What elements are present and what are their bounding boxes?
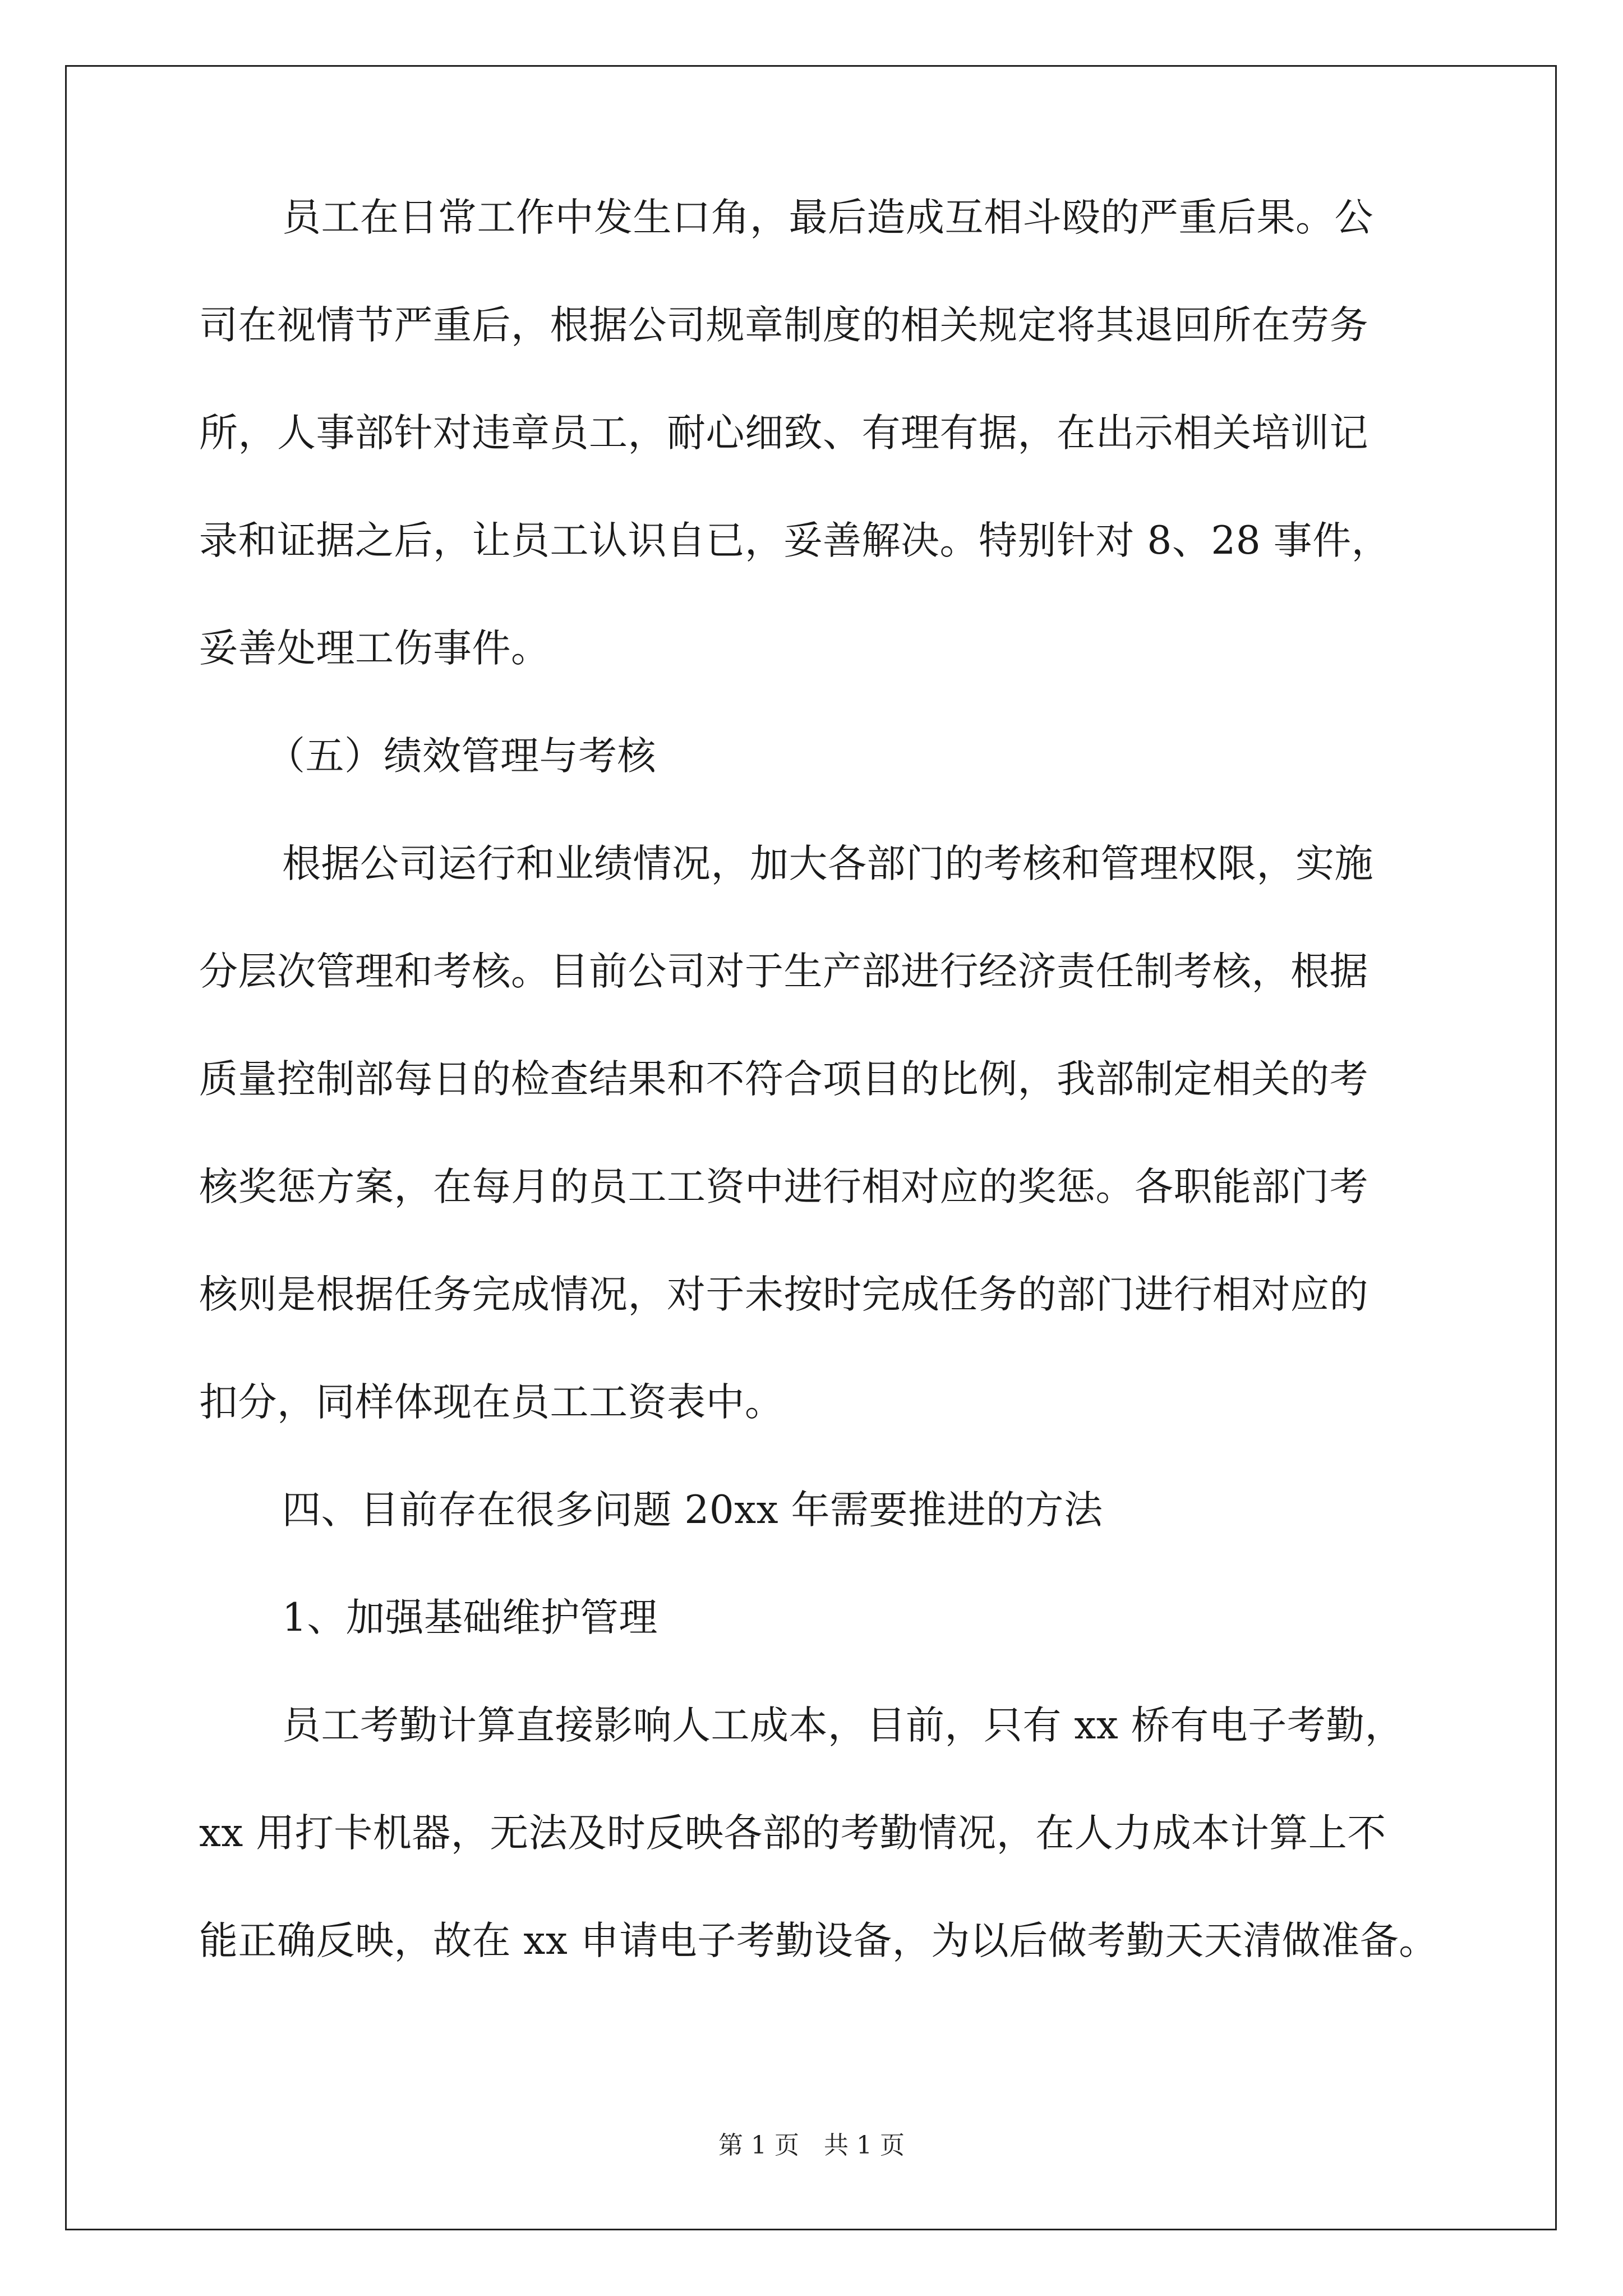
page-border (65, 65, 1557, 2230)
paragraph-line: 员工在日常工作中发生口角，最后造成互相斗殴的严重后果。公 (282, 195, 1373, 240)
paragraph-line: 员工考勤计算直接影响人工成本，目前，只有 xx 桥有电子考勤， (282, 1703, 1404, 1748)
paragraph-line: 分层次管理和考核。目前公司对于生产部进行经济责任制考核，根据 (199, 949, 1368, 994)
subsection-heading: 1、加强基础维护管理 (282, 1595, 658, 1640)
paragraph-line: 根据公司运行和业绩情况，加大各部门的考核和管理权限，实施 (282, 841, 1373, 886)
paragraph-line: 扣分，同样体现在员工工资表中。 (199, 1380, 784, 1425)
page-number-footer: 第 1 页 共 1 页 (718, 2131, 905, 2160)
paragraph-line: 所，人事部针对违章员工，耐心细致、有理有据，在出示相关培训记 (199, 411, 1368, 455)
paragraph-line: 核奖惩方案，在每月的员工工资中进行相对应的奖惩。各职能部门考 (199, 1165, 1368, 1209)
section-heading: （五）绩效管理与考核 (266, 734, 656, 779)
paragraph-line: 录和证据之后，让员工认识自已，妥善解决。特别针对 8、28 事件， (199, 518, 1391, 563)
paragraph-line: 司在视情节严重后，根据公司规章制度的相关规定将其退回所在劳务 (199, 303, 1368, 348)
paragraph-line: 质量控制部每日的检查结果和不符合项目的比例，我部制定相关的考 (199, 1057, 1368, 1102)
paragraph-line: 妥善处理工伤事件。 (199, 626, 550, 671)
section-heading: 四、目前存在很多问题 20xx 年需要推进的方法 (282, 1488, 1103, 1533)
paragraph-line: 核则是根据任务完成情况，对于未按时完成任务的部门进行相对应的 (199, 1272, 1368, 1317)
paragraph-line: 能正确反映，故在 xx 申请电子考勤设备，为以后做考勤天天清做准备。 (199, 1918, 1438, 1963)
paragraph-line: xx 用打卡机器，无法及时反映各部的考勤情况，在人力成本计算上不 (199, 1811, 1386, 1856)
